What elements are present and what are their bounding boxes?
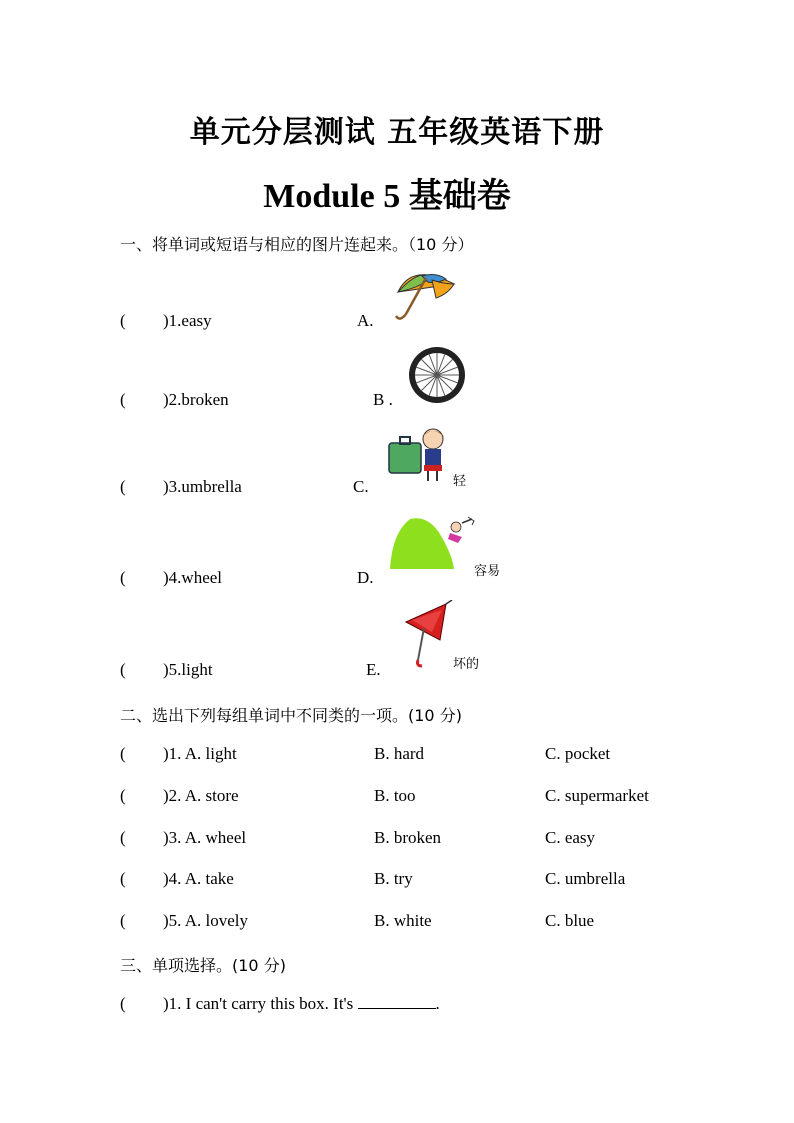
page-title: 单元分层测试 五年级英语下册 [189,115,605,150]
image-caption: 坏的 [453,657,480,672]
page-subtitle: Module 5 基础卷 [263,178,511,215]
section2-heading: 二、选出下列每组单词中不同类的一项。(10 分) [120,706,462,725]
match-item: )1.easy [163,311,212,330]
match-item: )4.wheel [163,568,223,587]
question-text: )5. A. lovely [163,911,248,930]
wheel-icon [407,345,467,405]
answer-paren: ( [120,568,126,587]
option-label: B . [373,390,393,409]
answer-blank[interactable] [358,994,436,1009]
option-label: E. [366,660,381,679]
option-b: B. white [374,911,432,930]
green-dress-lady-icon [386,513,478,573]
match-item: )2.broken [163,390,229,409]
section1-heading: 一、将单词或短语与相应的图片连起来。（10 分） [120,235,474,254]
question-text: )1. A. light [163,744,237,763]
image-caption: 容易 [474,564,501,579]
section3-heading: 三、单项选择。(10 分) [120,956,286,975]
match-item: )3.umbrella [163,477,242,496]
question-text: )1. I can't carry this box. It's . [163,994,440,1013]
girl-with-suitcase-icon [386,425,456,485]
option-b: B. too [374,786,416,805]
answer-paren: ( [120,828,126,847]
option-label: A. [357,311,374,330]
option-c: C. blue [545,911,595,930]
match-item: )5.light [163,660,213,679]
image-caption: 轻 [453,474,467,489]
answer-paren: ( [120,744,126,763]
answer-paren: ( [120,786,126,805]
question-text: )4. A. take [163,869,234,888]
answer-paren: ( [120,994,126,1013]
option-c: C. supermarket [545,786,649,805]
broken-umbrella-icon [402,600,454,668]
option-c: C. easy [545,828,596,847]
answer-paren: ( [120,477,126,496]
option-label: C. [353,477,369,496]
answer-paren: ( [120,869,126,888]
question-text: )3. A. wheel [163,828,247,847]
option-c: C. pocket [545,744,611,763]
answer-paren: ( [120,390,126,409]
option-b: B. hard [374,744,425,763]
option-b: B. try [374,869,413,888]
umbrella-icon [392,262,460,324]
option-label: D. [357,568,374,587]
answer-paren: ( [120,311,126,330]
answer-paren: ( [120,911,126,930]
question-text: )2. A. store [163,786,239,805]
option-c: C. umbrella [545,869,626,888]
answer-paren: ( [120,660,126,679]
option-b: B. broken [374,828,442,847]
